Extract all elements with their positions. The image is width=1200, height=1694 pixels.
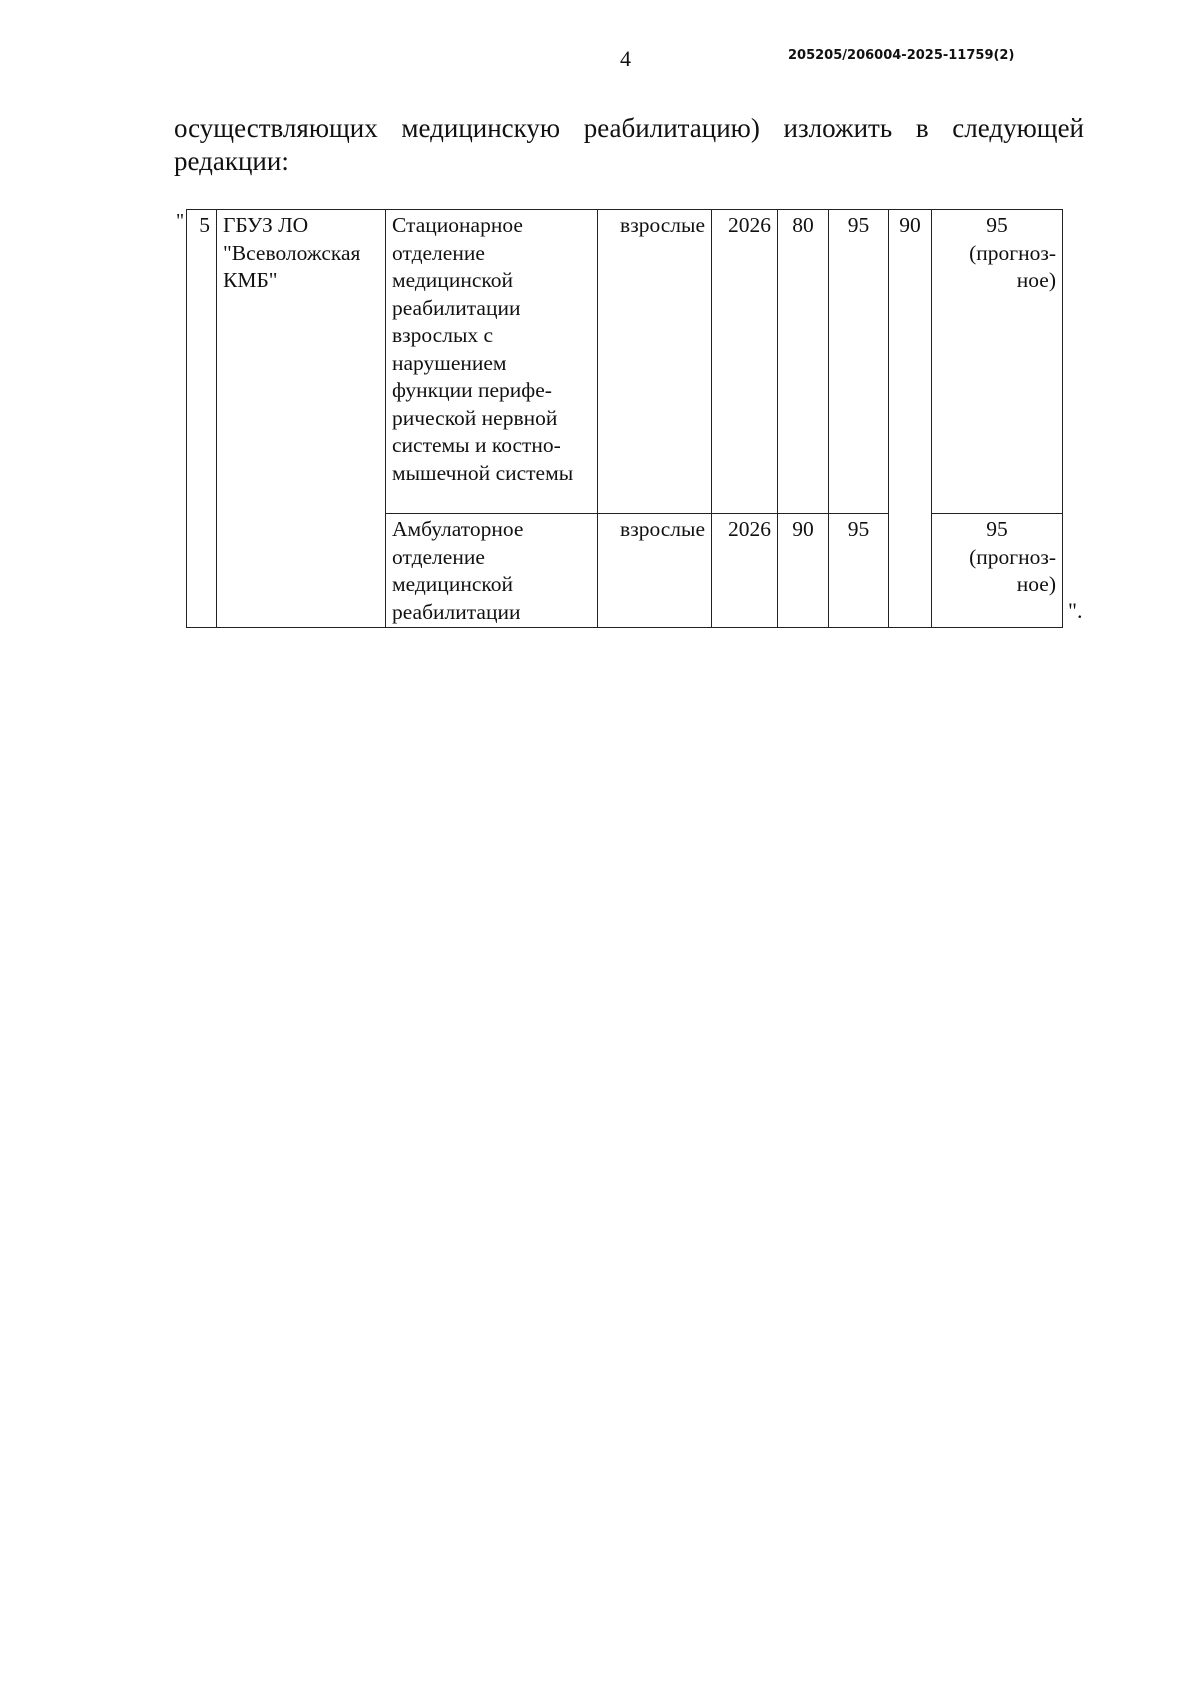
forecast-cell xyxy=(932,514,1063,628)
rehabilitation-table xyxy=(186,209,1063,628)
value-a-cell: 90 xyxy=(778,514,829,628)
shared-value-cell: 90 xyxy=(889,210,932,628)
intro-line-1: осуществляющих медицинскую реабилитацию) изложить в следующей xyxy=(174,113,1084,143)
forecast-note: (прогноз-ное) xyxy=(969,544,1056,596)
department-cell: Амбулаторное отделение медицинской реабилитации xyxy=(386,514,598,628)
value-b-cell: 95 xyxy=(829,514,889,628)
category-cell: взрослые xyxy=(598,210,712,514)
intro-paragraph xyxy=(174,112,1084,178)
value-b-cell: 95 xyxy=(829,210,889,514)
forecast-value: 95 xyxy=(986,213,1008,237)
year-cell: 2026 xyxy=(712,210,778,514)
year-cell: 2026 xyxy=(712,514,778,628)
value-a-cell: 80 xyxy=(778,210,829,514)
row-number-cell: 5 xyxy=(187,210,217,628)
page-number: 4 xyxy=(620,46,631,71)
intro-line-2: редакции: xyxy=(174,146,289,176)
document-id: 205205/206004-2025-11759(2) xyxy=(788,48,1015,63)
forecast-cell xyxy=(932,210,1063,514)
table-row xyxy=(187,210,1063,514)
organization-cell: ГБУЗ ЛО "Всеволожская КМБ" xyxy=(217,210,386,628)
forecast-value: 95 xyxy=(986,517,1008,541)
closing-quote: ". xyxy=(1068,598,1083,623)
forecast-note: (прогноз-ное) xyxy=(969,240,1056,292)
opening-quote: " xyxy=(176,210,185,232)
department-cell: Стационарное отделение медицинской реабилитации взрослых с нарушением функции перифе-рической нервной системы и костно-мышечной системы xyxy=(386,210,598,514)
category-cell: взрослые xyxy=(598,514,712,628)
